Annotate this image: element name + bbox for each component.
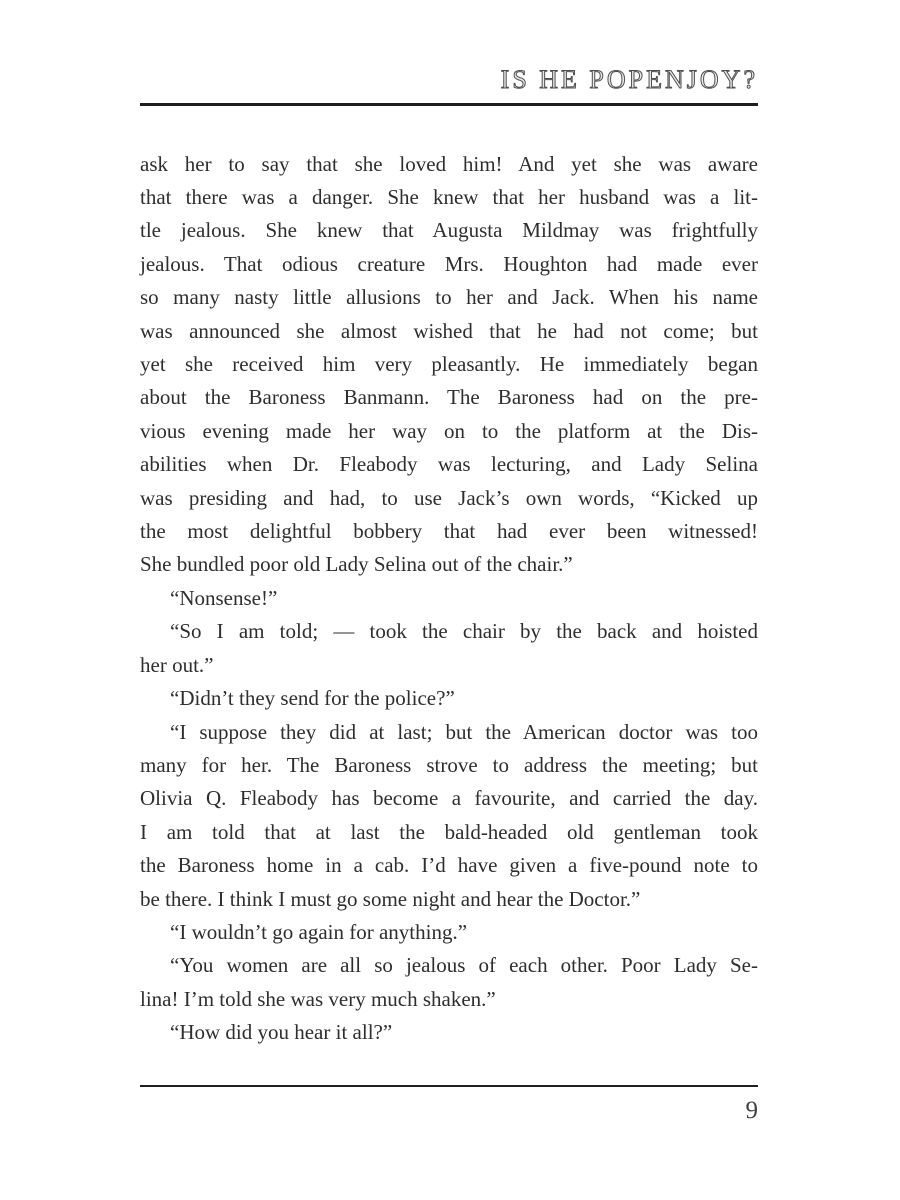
paragraph	[140, 615, 758, 682]
text-line: was presiding and had, to use Jack’s own words, “Kicked up	[140, 485, 758, 510]
text-line: vious evening made her way on to the platform at the Dis-	[140, 418, 758, 443]
text-line: be there. I think I must go some night and hear the Doctor.”	[140, 886, 641, 911]
text-line: “So I am told; — took the chair by the back and hoisted	[170, 619, 758, 644]
text-line: so many nasty little allusions to her and Jack. When his name	[140, 285, 758, 310]
text-line: lina! I’m told she was very much shaken.”	[140, 986, 496, 1011]
text-line: She bundled poor old Lady Selina out of the chair.”	[140, 552, 573, 577]
text-line: her out.”	[140, 652, 214, 677]
paragraph	[140, 716, 758, 916]
paragraph	[140, 949, 758, 1016]
text-line: about the Baroness Banmann. The Baroness had on the pre-	[140, 385, 758, 410]
paragraph	[140, 682, 758, 715]
text-line: abilities when Dr. Fleabody was lecturing, and Lady Selina	[140, 452, 758, 477]
paragraph	[140, 916, 758, 949]
text-line: ask her to say that she loved him! And yet she was aware	[140, 151, 758, 176]
text-line: the Baroness home in a cab. I’d have given a five-pound note to	[140, 853, 758, 878]
running-header	[140, 0, 758, 106]
page-number: 9	[745, 1096, 758, 1124]
text-line: “I wouldn’t go again for anything.”	[170, 919, 468, 944]
text-line: was announced she almost wished that he had not come; but	[140, 318, 758, 343]
text-line: many for her. The Baroness strove to address the meeting; but	[140, 752, 758, 777]
text-line: “I suppose they did at last; but the American doctor was too	[170, 719, 758, 744]
text-line: I am told that at last the bald-headed old gentleman took	[140, 819, 758, 844]
header-rule	[140, 103, 758, 106]
text-line: yet she received him very pleasantly. He immediately began	[140, 352, 758, 377]
paragraph	[140, 148, 758, 582]
paragraph	[140, 1016, 758, 1049]
page-title: IS HE POPENJOY?	[500, 65, 758, 94]
text-line: Olivia Q. Fleabody has become a favourite, and carried the day.	[140, 786, 758, 811]
text-line: “You women are all so jealous of each other. Poor Lady Se-	[170, 953, 758, 978]
page-content	[140, 0, 758, 1125]
page-body	[140, 148, 758, 1050]
text-line: that there was a danger. She knew that her husband was a lit-	[140, 185, 758, 209]
footer-rule	[140, 1085, 758, 1087]
text-line: “How did you hear it all?”	[170, 1020, 393, 1045]
text-line: “Didn’t they send for the police?”	[170, 686, 455, 711]
paragraph	[140, 582, 758, 615]
text-line: jealous. That odious creature Mrs. Houghton had made ever	[140, 251, 758, 276]
text-line: tle jealous. She knew that Augusta Mildmay was frightfully	[140, 218, 758, 243]
text-line: the most delightful bobbery that had ever been witnessed!	[140, 519, 758, 544]
text-line: “Nonsense!”	[170, 585, 278, 610]
